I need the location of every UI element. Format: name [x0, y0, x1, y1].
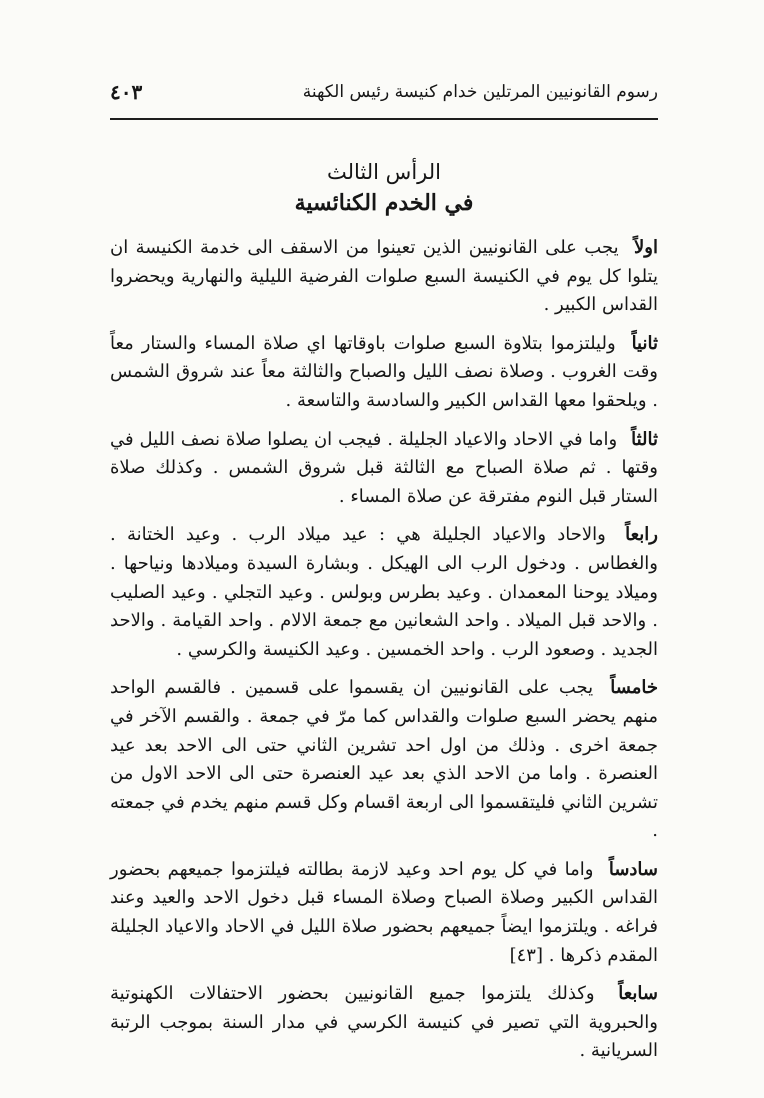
body-text [110, 234, 658, 1076]
running-title: رسوم القانونيين المرتلين خدام كنيسة رئيس الكهنة [302, 82, 658, 102]
paragraph-label: خامساً [610, 677, 658, 699]
paragraph-label: ثانياً [631, 332, 658, 354]
page-reference-mark: [٤٣] [509, 944, 544, 966]
paragraph-5 [110, 674, 658, 846]
chapter-title: في الخدم الكنائسية [294, 190, 474, 216]
paragraph-text: واما في كل يوم احد وعيد لازمة بطالته فيلتزموا جميعهم بحضور القداس الكبير وصلاة الصباح وصلاة المساء قبل دخول الاحد والعيد وعند فراغه . ويلتزموا ايضاً جميعهم بحضور صلاة الليل في الاحاد والاعياد الجليلة المقدم ذكرها . [110, 858, 658, 966]
paragraph-text: يجب على القانونيين ان يقسموا على قسمين . فالقسم الواحد منهم يحضر السبع صلوات والقداس كما مرّ في جمعة . والقسم الآخر في جمعة اخرى . وذلك من اول احد تشرين الثاني حتى الى الاحد بعد عيد العنصرة . واما من الاحد الذي بعد عيد العنصرة حتى الى الاحد الاول من تشرين الثاني فليتقسموا الى اربعة اقسام وكل قسم منهم يخدم في جمعته . [110, 677, 658, 842]
paragraph-1 [110, 234, 658, 320]
paragraph-7 [110, 980, 658, 1066]
chapter-number: الرأس الثالث [327, 160, 441, 184]
paragraph-6 [110, 856, 658, 970]
paragraph-text: واما في الاحاد والاعياد الجليلة . فيجب ان يصلوا صلاة نصف الليل في وقتها . ثم صلاة الصباح مع الثالثة قبل شروق الشمس . وكذلك صلاة الستار قبل النوم مفترقة عن صلاة المساء . [110, 428, 658, 507]
paragraph-label: رابعاً [625, 524, 658, 546]
paragraph-text: يجب على القانونيين الذين تعينوا من الاسقف الى خدمة الكنيسة ان يتلوا كل يوم في الكنيسة السبع صلوات الفرضية الليلية والنهارية ويحضروا القداس الكبير . [110, 237, 658, 316]
paragraph-2 [110, 330, 658, 416]
paragraph-text: وكذلك يلتزموا جميع القانونيين بحضور الاحتفالات الكهنوتية والحبروية التي تصير في كنيسة الكرسي في مدار السنة بموجب الرتبة السريانية . [110, 983, 658, 1062]
paragraph-4 [110, 521, 658, 664]
paragraph-label: سابعاً [618, 983, 658, 1005]
paragraph-label: ثالثاً [631, 428, 658, 450]
paragraph-label: سادساً [608, 858, 658, 880]
paragraph-3 [110, 426, 658, 512]
paragraph-text: وليلتزموا بتلاوة السبع صلوات باوقاتها اي صلاة المساء والستار معاً وقت الغروب . وصلاة نصف الليل والصباح والثالثة معاً عند شروق الشمس . ويلحقوا معها القداس الكبير والسادسة والتاسعة . [110, 332, 658, 411]
running-header [110, 78, 658, 120]
paragraph-text: والاحاد والاعياد الجليلة هي : عيد ميلاد الرب . وعيد الختانة . والغطاس . ودخول الرب الى الهيكل . وبشارة السيدة وميلادها ونياحها . وميلاد يوحنا المعمدان . وعيد بطرس وبولس . وعيد التجلي . وعيد الصليب . والاحد قبل الميلاد . واحد الشعانين مع جمعة الالام . واحد القيامة . والاحد الجديد . وصعود الرب . واحد الخمسين . وعيد الكنيسة والكرسي . [110, 524, 658, 660]
paragraph-label: اولاً [634, 237, 658, 258]
page-number: ٤٠٣ [110, 80, 143, 104]
